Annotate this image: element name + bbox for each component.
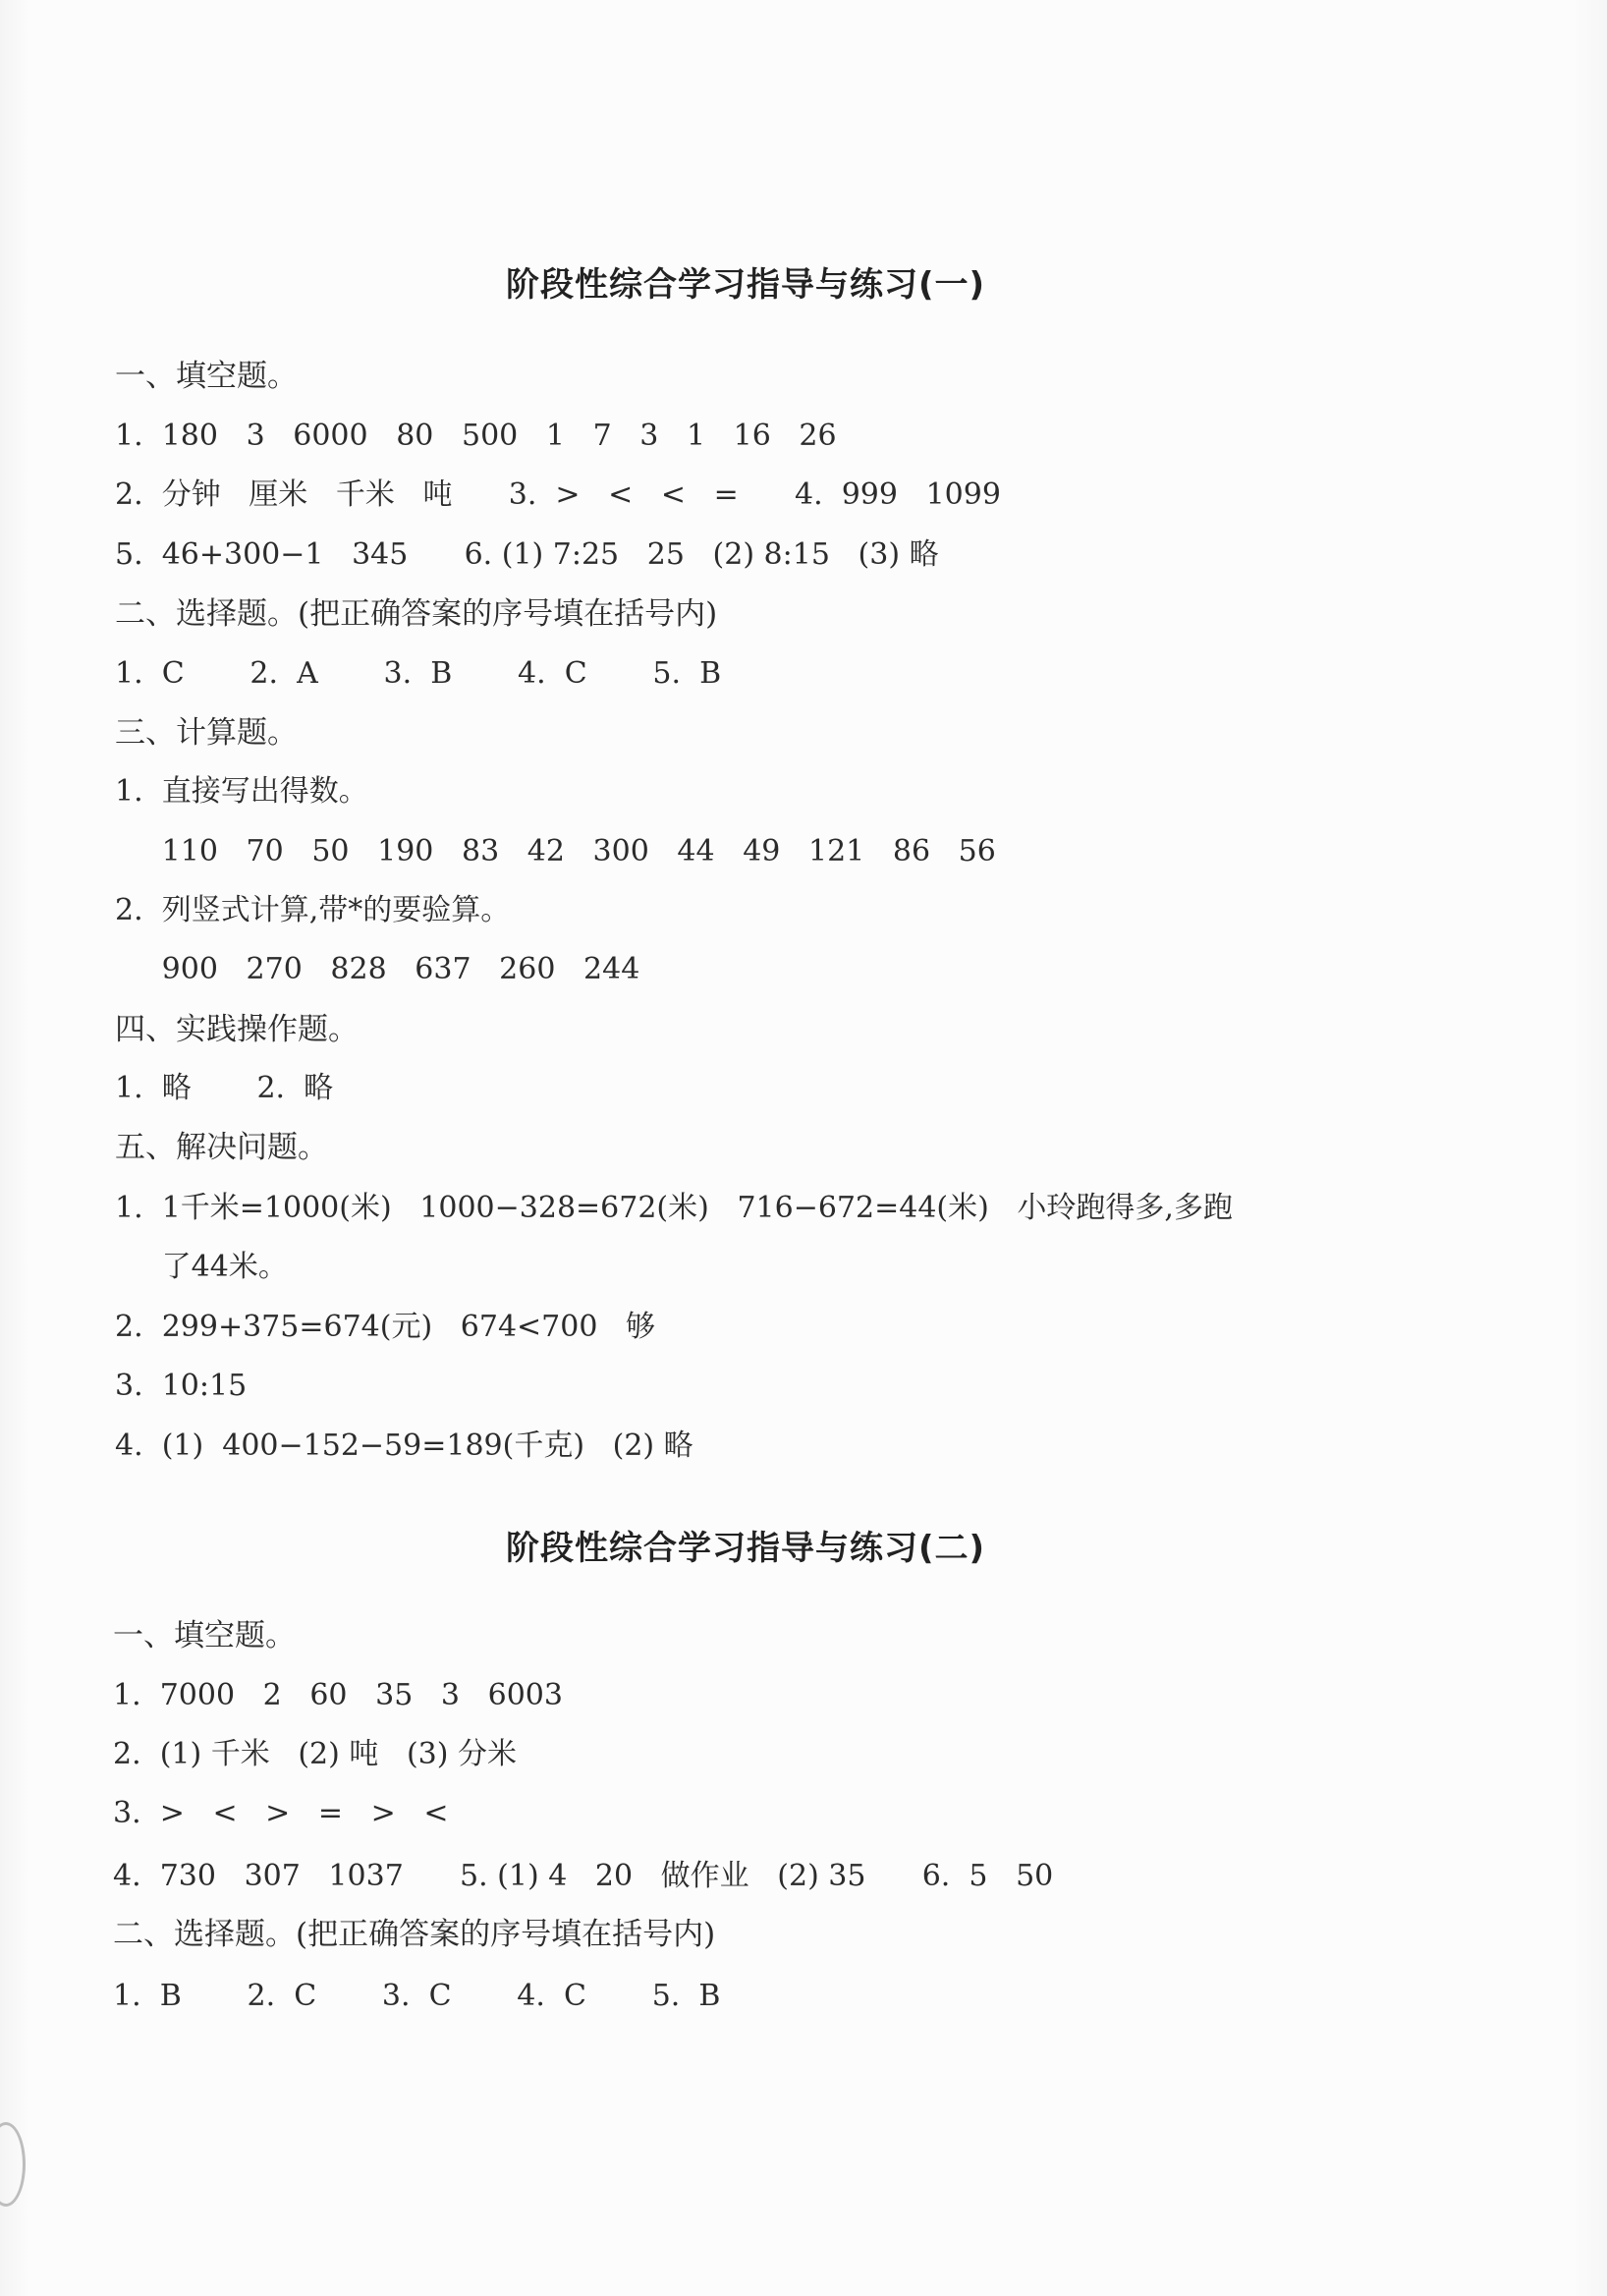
s1-problem-answer-4: 4. (1) 400−152−59=189(千克) (2) 略 — [115, 1428, 693, 1463]
s2-choice-heading: 二、选择题。(把正确答案的序号填在括号内) — [113, 1917, 716, 1952]
s1-fill-blank-answer-3: 5. 46+300−1 345 6. (1) 7:25 25 (2) 8:15 (3) 略 — [115, 537, 939, 572]
s2-fill-blank-answer-2: 2. (1) 千米 (2) 吨 (3) 分米 — [113, 1737, 518, 1771]
s1-problem-answer-2: 2. 299+375=674(元) 674<700 够 — [115, 1310, 656, 1344]
s1-problem-heading: 五、解决问题。 — [115, 1130, 328, 1165]
s1-problem-answer-1-cont: 了44米。 — [115, 1250, 288, 1284]
s1-calc-answers-2: 900 270 828 637 260 244 — [115, 952, 640, 986]
s1-choice-answers: 1. C 2. A 3. B 4. C 5. B — [115, 656, 722, 691]
s1-calc-sub-2: 2. 列竖式计算,带*的要验算。 — [115, 893, 511, 927]
s1-fill-blank-answer-2: 2. 分钟 厘米 千米 吨 3. > < < = 4. 999 1099 — [115, 477, 1001, 512]
section1-title: 阶段性综合学习指导与练习(一) — [505, 265, 986, 305]
section2-title: 阶段性综合学习指导与练习(二) — [505, 1529, 986, 1568]
s1-practice-answers: 1. 略 2. 略 — [115, 1071, 334, 1105]
s1-fill-blank-heading: 一、填空题。 — [115, 359, 298, 394]
s1-choice-heading: 二、选择题。(把正确答案的序号填在括号内) — [115, 596, 718, 632]
s2-fill-blank-heading: 一、填空题。 — [113, 1618, 296, 1653]
s2-fill-blank-answer-3: 3. > < > = > < — [113, 1796, 449, 1830]
s1-calc-heading: 三、计算题。 — [115, 715, 298, 751]
s1-calc-sub-1: 1. 直接写出得数。 — [115, 774, 368, 809]
s2-fill-blank-answer-1: 1. 7000 2 60 35 3 6003 — [113, 1678, 563, 1712]
s1-problem-answer-1: 1. 1千米=1000(米) 1000−328=672(米) 716−672=44(米) 小玲跑得多,多跑 — [115, 1191, 1233, 1225]
s2-choice-answers: 1. B 2. C 3. C 4. C 5. B — [113, 1979, 721, 2013]
s1-fill-blank-answer-1: 1. 180 3 6000 80 500 1 7 3 1 16 26 — [115, 419, 837, 453]
s1-problem-answer-3: 3. 10:15 — [115, 1369, 248, 1403]
s1-calc-answers-1: 110 70 50 190 83 42 300 44 49 121 86 56 — [115, 834, 996, 868]
s1-practice-heading: 四、实践操作题。 — [115, 1012, 359, 1047]
s2-fill-blank-answer-4: 4. 730 307 1037 5. (1) 4 20 做作业 (2) 35 6. 5 50 — [113, 1859, 1054, 1893]
